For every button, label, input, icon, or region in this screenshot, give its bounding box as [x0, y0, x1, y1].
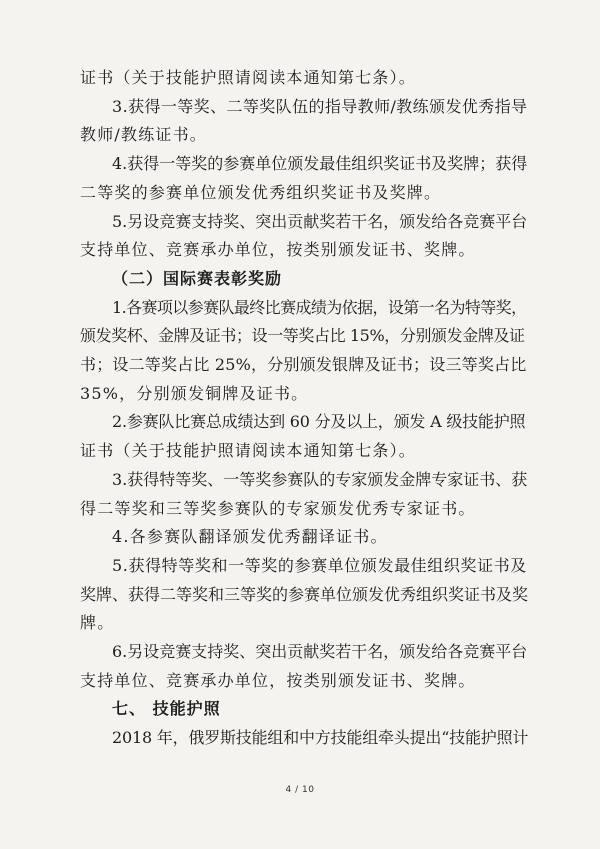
- text-line: 5.获得特等奖和一等奖的参赛单位颁发最佳组织奖证书及: [112, 555, 527, 575]
- text-line: 证书（关于技能护照请阅读本通知第七条）。: [80, 441, 417, 461]
- text-line: 35%，分别颁发铜牌及证书。: [80, 383, 309, 403]
- text-line: 2.参赛队比赛总成绩达到 60 分及以上，颁发 A 级技能护照: [112, 412, 526, 432]
- section-heading: （二）国际赛表彰奖励: [112, 268, 283, 288]
- text-line: 证书（关于技能护照请阅读本通知第七条）。: [80, 68, 417, 87]
- text-line: 3.获得一等奖、二等奖队伍的指导教师/教练颁发优秀指导: [112, 96, 528, 116]
- text-line: 得二等奖和三等奖参赛队的专家颁发优秀专家证书。: [80, 498, 476, 518]
- text-line: 颁发奖杯、金牌及证书；设一等奖占比 15%，分别颁发金牌及证: [80, 326, 525, 346]
- text-line: 二等奖的参赛单位颁发优秀组织奖证书及奖牌。: [80, 182, 442, 202]
- text-line: 牌。: [80, 613, 115, 633]
- text-line: 奖牌、获得二等奖和三等奖的参赛单位颁发优秀组织奖证书及奖: [80, 584, 529, 604]
- text-line: 6.另设竞赛支持奖、突出贡献奖若干名，颁发给各竞赛平台: [112, 642, 528, 661]
- text-line: 2018 年，俄罗斯技能组和中方技能组牵头提出“技能护照计: [112, 728, 529, 748]
- page-number: 4 / 10: [285, 785, 315, 795]
- text-line: 3.获得特等奖、一等奖参赛队的专家颁发金牌专家证书、获: [112, 469, 528, 489]
- text-line: 书；设二等奖占比 25%，分别颁发银牌及证书；设三等奖占比: [80, 355, 527, 374]
- section-heading: 七、 技能护照: [112, 699, 221, 719]
- text-line: 支持单位、竞赛承办单位，按类别颁发证书、奖牌。: [80, 670, 476, 690]
- text-line: 5.另设竞赛支持奖、突出贡献奖若干名，颁发给各竞赛平台: [112, 211, 528, 231]
- text-line: 4.获得一等奖的参赛单位颁发最佳组织奖证书及奖牌；获得: [112, 154, 528, 174]
- text-line: 支持单位、竞赛承办单位，按类别颁发证书、奖牌。: [80, 240, 476, 260]
- text-line: 1.各赛项以参赛队最终比赛成绩为依据，设第一名为特等奖，: [112, 297, 527, 317]
- text-line: 4.各参赛队翻译颁发优秀翻译证书。: [112, 527, 388, 547]
- text-line: 教师/教练证书。: [80, 125, 207, 145]
